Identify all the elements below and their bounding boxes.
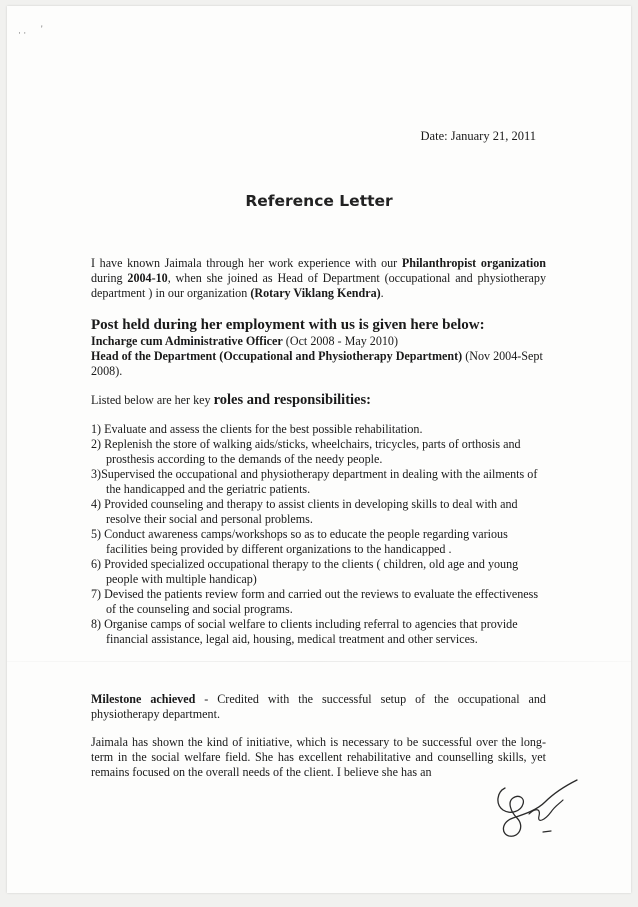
post-role-1: Incharge cum Administrative Officer (Oct 2008 - May 2010) [91,334,398,348]
letter-title: Reference Letter [245,192,393,210]
post-role-2: Head of the Department (Occupational and Physiotherapy Department) (Nov 2004-Sept 2008). [91,349,543,378]
roles-emphasis: roles and responsibilities [213,392,367,408]
milestone-label: Milestone achieved [91,692,196,706]
page-fold-line [7,661,631,662]
scan-speck: ' [41,24,43,34]
intro-paragraph: I have known Jaimala through her work experience with our Philanthropist organization during 2004-10, when she joined as Head of Department (occupational and physiotherapy department ) in our organization (Rotary Viklang Kendra). [91,256,546,300]
org-name: (Rotary Viklang Kendra) [250,286,381,300]
list-item: 6) Provided specialized occupational therapy to the clients ( children, old age and young people with multiple handicap) [91,557,519,586]
years: 2004-10 [127,271,168,285]
list-item: 1) Evaluate and assess the clients for the best possible rehabilitation. [91,422,423,436]
post-heading: Post held during her employment with us is given here below: [91,317,485,333]
roles-intro: Listed below are her key roles and responsibilities: [91,392,371,408]
responsibility-list [91,422,546,647]
org-type: Philanthropist organization [401,256,546,270]
list-item: 5) Conduct awareness camps/workshops so as to educate the people regarding various facilities being provided by different organizations to the handicapped . [91,527,508,556]
letter-page [7,6,631,893]
scan-speck: · · [18,28,27,38]
closing-paragraph: Jaimala has shown the kind of initiative, which is necessary to be successful over the long-term in the social welfare field. She has excellent rehabilitative and counselling skills, yet remains focused on the overall needs of the client. I believe she has an [91,735,546,779]
list-item: 4) Provided counseling and therapy to assist clients in developing skills to deal with and resolve their social and personal problems. [91,497,518,526]
list-item: 8) Organise camps of social welfare to clients including referral to agencies that provide financial assistance, legal aid, housing, medical treatment and other services. [91,617,518,646]
list-item: 2) Replenish the store of walking aids/sticks, wheelchairs, tricycles, parts of orthosis and prosthesis according to the demands of the needy people. [91,437,521,466]
list-item: 3)Supervised the occupational and physiotherapy department in dealing with the ailments of the handicapped and the geriatric patients. [91,467,538,496]
milestone-paragraph: Milestone achieved - Credited with the successful setup of the occupational and physiotherapy department. [91,692,546,721]
letter-date: Date: January 21, 2011 [420,129,536,143]
signature-image [485,774,585,846]
list-item: 7) Devised the patients review form and carried out the reviews to evaluate the effectiveness of the counseling and social programs. [91,587,539,616]
